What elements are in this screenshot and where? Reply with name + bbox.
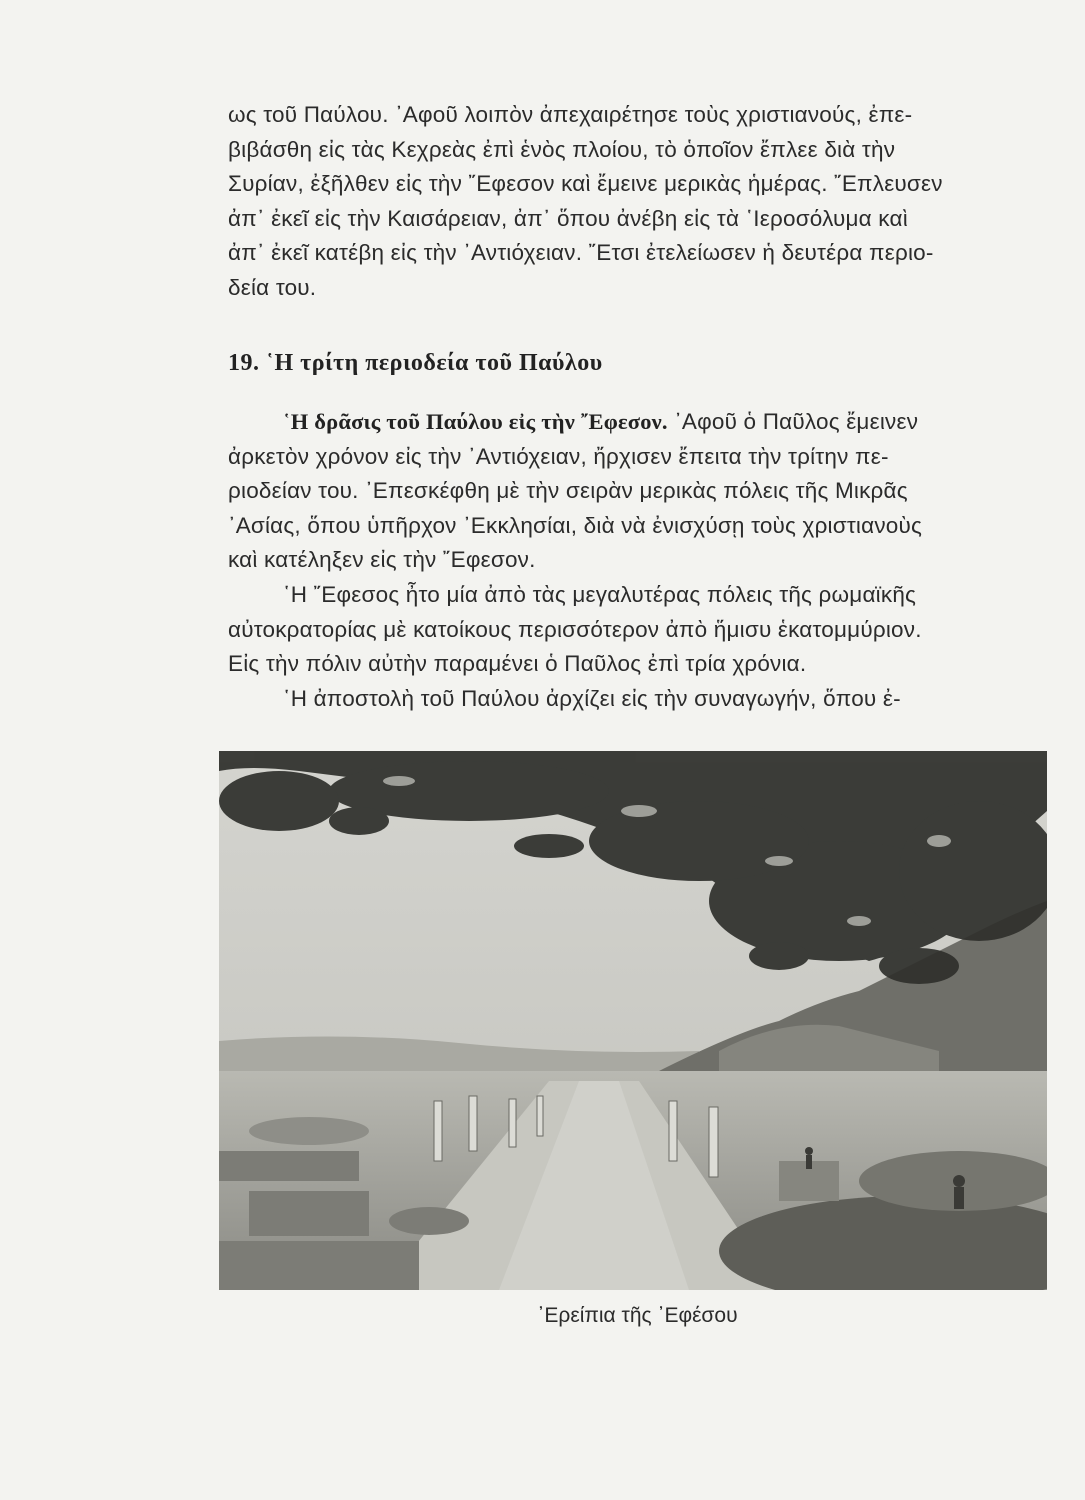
paragraph-ephesus-activity <box>228 405 1046 578</box>
text-line: καὶ κατέληξεν εἰς τὴν ῎Εφεσον. <box>228 547 536 572</box>
text-line: ἀπ᾿ ἐκεῖ εἰς τὴν Καισάρειαν, ἀπ᾿ ὅπου ἀνέβη εἰς τὰ ῾Ιεροσόλυμα καὶ <box>228 205 908 231</box>
text-line: δεία του. <box>228 274 317 300</box>
text-line: Εἰς τὴν πόλιν αὐτὴν παραμένει ὁ Παῦλος ἐπὶ τρία χρόνια. <box>228 651 807 676</box>
runin-heading: ῾Η δρᾶσις τοῦ Παύλου εἰς τὴν ῎Εφεσον. <box>283 409 668 434</box>
text-line: ριοδείαν του. ᾿Επεσκέφθη μὲ τὴν σειρὰν μερικὰς πόλεις τῆς Μικρᾶς <box>228 478 908 503</box>
text-line: Συρίαν, ἐξῆλθεν εἰς τὴν ῎Εφεσον καὶ ἔμεινε μερικὰς ἡμέρας. ῎Επλευσεν <box>228 171 943 196</box>
paragraph-continuation <box>228 98 1046 305</box>
text-line: ᾿Ασίας, ὅπου ὑπῆρχον ᾿Εκκλησίαι, διὰ νὰ ἐνισχύσῃ τοὺς χριστιανοὺς <box>228 512 923 538</box>
text-line: ῾Η ῎Εφεσος ἦτο μία ἀπὸ τὰς μεγαλυτέρας πόλεις τῆς ρωμαϊκῆς <box>283 582 917 607</box>
first-line-text: ᾿Αφοῦ ὁ Παῦλος ἔμεινεν <box>667 409 919 434</box>
photo-caption: ᾿Ερείπια τῆς ᾿Εφέσου <box>537 1304 738 1327</box>
text-line: βιβάσθη εἰς τὰς Κεχρεὰς ἐπὶ ἑνὸς πλοίου, τὸ ὁποῖον ἔπλεε διὰ τὴν <box>228 136 896 162</box>
paragraph-ephesus-city <box>228 578 1046 682</box>
photo-illustration <box>219 751 1047 1290</box>
section-heading: 19. ῾Η τρίτη περιοδεία τοῦ Παύλου <box>228 350 603 376</box>
ephesus-ruins-photo <box>219 751 1047 1290</box>
text-line: ἀπ᾿ ἐκεῖ κατέβη εἰς τὴν ᾿Αντιόχειαν. ῎Ετσι ἐτελείωσεν ἡ δευτέρα περιο- <box>228 240 934 265</box>
text-line: ως τοῦ Παύλου. ᾿Αφοῦ λοιπὸν ἀπεχαιρέτησε τοὺς χριστιανούς, ἐπε- <box>228 102 913 127</box>
text-line <box>228 405 1046 440</box>
paragraph-mission <box>228 682 1046 717</box>
text-line: αὐτοκρατορίας μὲ κατοίκους περισσότερον ἀπὸ ἥμισυ ἑκατομμύριον. <box>228 616 922 642</box>
text-line: ῾Η ἀποστολὴ τοῦ Παύλου ἀρχίζει εἰς τὴν συναγωγήν, ὅπου ἐ- <box>283 686 901 711</box>
text-line: ἀρκετὸν χρόνον εἰς τὴν ᾿Αντιόχειαν, ἤρχισεν ἔπειτα τὴν τρίτην πε- <box>228 443 889 469</box>
